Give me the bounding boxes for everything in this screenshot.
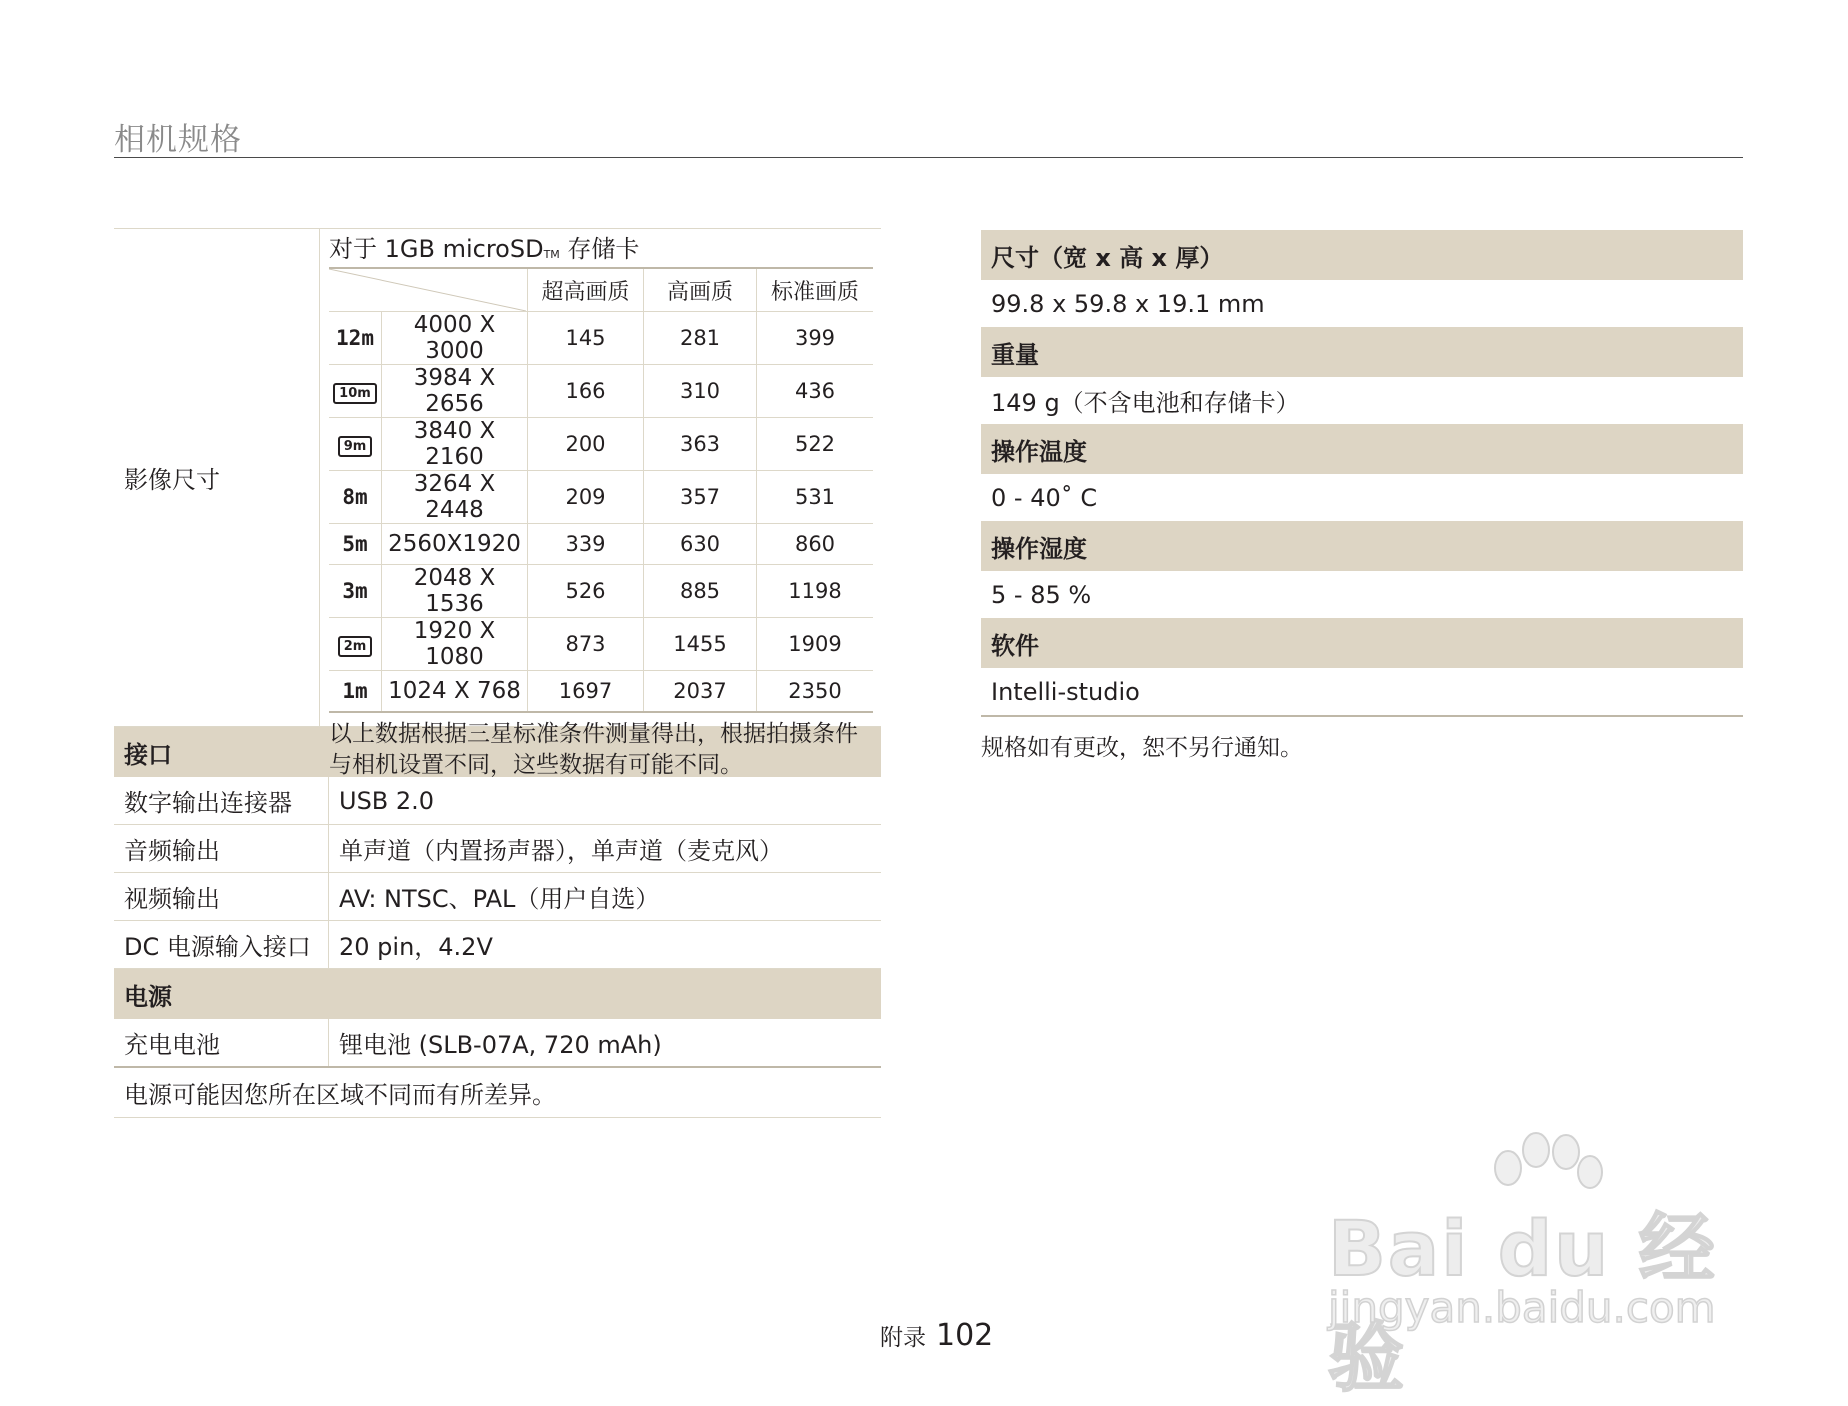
size-icon-cell — [329, 565, 382, 618]
spec-value-humidity: 5 - 85 % — [991, 580, 1092, 609]
spec-row — [114, 1019, 881, 1068]
spec-label: 充电电池 — [114, 1019, 329, 1066]
watermark-brand: Bai du 经验 — [1328, 1204, 1717, 1402]
image-count-cell: 522 — [757, 418, 874, 471]
section-interface: 接口 — [114, 727, 881, 777]
10m-wide-icon: 10m — [333, 383, 377, 404]
resolution-row — [329, 671, 873, 712]
spec-header-software: 软件 — [981, 618, 1743, 668]
spec-value: 单声道（内置扬声器），单声道（麦克风） — [339, 837, 783, 865]
image-count-cell: 873 — [528, 618, 644, 671]
spec-header-dimensions: 尺寸（宽 x 高 x 厚） — [981, 230, 1743, 280]
resolution-header-row — [329, 268, 873, 312]
image-count-cell: 2350 — [757, 671, 874, 712]
sd-card-suffix: 存储卡 — [559, 235, 640, 263]
right-spec-table — [981, 230, 1743, 762]
left-spec-table — [114, 228, 881, 1118]
spec-value-dimensions: 99.8 x 59.8 x 19.1 mm — [991, 289, 1265, 318]
image-count-cell: 339 — [528, 524, 644, 565]
image-count-cell: 630 — [644, 524, 757, 565]
title-divider — [114, 157, 1743, 158]
resolution-value: 2560X1920 — [382, 524, 528, 565]
image-size-block — [320, 229, 881, 778]
resolution-row — [329, 565, 873, 618]
size-icon-cell — [329, 618, 382, 671]
resolution-value: 1024 X 768 — [382, 671, 528, 712]
resolution-row — [329, 312, 873, 365]
spec-value: 20 pin，4.2V — [339, 933, 493, 961]
image-count-cell: 209 — [528, 471, 644, 524]
spec-label: DC 电源输入接口 — [114, 921, 329, 968]
image-count-cell: 2037 — [644, 671, 757, 712]
2m-wide-icon: 2m — [338, 636, 373, 657]
spec-label: 音频输出 — [114, 825, 329, 872]
image-count-cell: 531 — [757, 471, 874, 524]
diagonal-line — [329, 269, 526, 311]
resolution-value: 3264 X 2448 — [382, 471, 528, 524]
col-header-normal: 标准画质 — [757, 268, 874, 312]
resolution-value: 4000 X 3000 — [382, 312, 528, 365]
image-size-label: 影像尺寸 — [114, 229, 320, 726]
resolution-row — [329, 524, 873, 565]
image-count-cell: 357 — [644, 471, 757, 524]
spec-value: USB 2.0 — [339, 786, 435, 815]
page-number: 102 — [936, 1318, 994, 1353]
image-count-cell: 281 — [644, 312, 757, 365]
spec-row — [114, 921, 881, 969]
spec-header-temperature: 操作温度 — [981, 424, 1743, 474]
image-count-cell: 200 — [528, 418, 644, 471]
resolution-row — [329, 418, 873, 471]
resolution-table — [329, 267, 873, 713]
power-note: 电源可能因您所在区域不同而有所差异。 — [114, 1068, 881, 1118]
size-icon-cell — [329, 471, 382, 524]
image-count-cell: 399 — [757, 312, 874, 365]
image-count-cell: 1198 — [757, 565, 874, 618]
image-count-cell: 363 — [644, 418, 757, 471]
image-count-cell: 166 — [528, 365, 644, 418]
image-count-cell: 310 — [644, 365, 757, 418]
resolution-row — [329, 365, 873, 418]
spec-value-weight: 149 g（不含电池和存储卡） — [991, 389, 1300, 417]
12m-icon: 12m — [336, 326, 374, 350]
9m-wide-icon: 9m — [338, 436, 373, 457]
size-icon-cell — [329, 365, 382, 418]
image-count-cell: 145 — [528, 312, 644, 365]
5m-icon: 5m — [342, 532, 368, 556]
diagonal-header-cell — [329, 268, 528, 312]
3m-icon: 3m — [342, 579, 368, 603]
image-count-cell: 526 — [528, 565, 644, 618]
spec-label: 数字输出连接器 — [114, 777, 329, 824]
image-count-cell: 885 — [644, 565, 757, 618]
col-header-fine: 高画质 — [644, 268, 757, 312]
spec-label: 视频输出 — [114, 873, 329, 920]
trademark-mark: TM — [543, 248, 560, 261]
sd-card-prefix: 对于 1GB microSD — [329, 235, 544, 263]
resolution-row — [329, 618, 873, 671]
image-count-cell: 860 — [757, 524, 874, 565]
1m-icon: 1m — [342, 678, 368, 703]
sd-card-caption — [329, 229, 873, 267]
resolution-footnote: 以上数据根据三星标准条件测量得出，根据拍摄条件与相机设置不同，这些数据有可能不同。 — [329, 720, 858, 778]
spec-value-temperature: 0 - 40˚ C — [991, 483, 1098, 512]
8m-icon: 8m — [342, 485, 368, 509]
baidu-watermark — [1328, 1128, 1768, 1402]
spec-header-humidity: 操作湿度 — [981, 521, 1743, 571]
image-count-cell: 1909 — [757, 618, 874, 671]
image-count-cell: 436 — [757, 365, 874, 418]
page-title: 相机规格 — [114, 122, 242, 158]
col-header-superfine: 超高画质 — [528, 268, 644, 312]
image-count-cell: 1697 — [528, 671, 644, 712]
spec-value: AV: NTSC、PAL（用户自选） — [339, 885, 660, 913]
size-icon-cell — [329, 524, 382, 565]
image-count-cell: 1455 — [644, 618, 757, 671]
resolution-value: 3840 X 2160 — [382, 418, 528, 471]
spec-row — [114, 825, 881, 873]
spec-row — [114, 873, 881, 921]
spec-row — [114, 777, 881, 825]
resolution-value: 2048 X 1536 — [382, 565, 528, 618]
footer-section: 附录 — [880, 1325, 926, 1351]
page-footer — [880, 1318, 993, 1353]
size-icon-cell — [329, 671, 382, 712]
size-icon-cell — [329, 312, 382, 365]
spec-value: 锂电池 (SLB-07A, 720 mAh) — [339, 1031, 662, 1059]
section-power: 电源 — [114, 969, 881, 1019]
resolution-value: 1920 X 1080 — [382, 618, 528, 671]
spec-value-software: Intelli-studio — [981, 668, 1743, 717]
change-notice: 规格如有更改，恕不另行通知。 — [981, 735, 1303, 761]
resolution-row — [329, 471, 873, 524]
watermark-url: jingyan.baidu.com — [1328, 1283, 1716, 1332]
resolution-value: 3984 X 2656 — [382, 365, 528, 418]
size-icon-cell — [329, 418, 382, 471]
spec-header-weight: 重量 — [981, 327, 1743, 377]
